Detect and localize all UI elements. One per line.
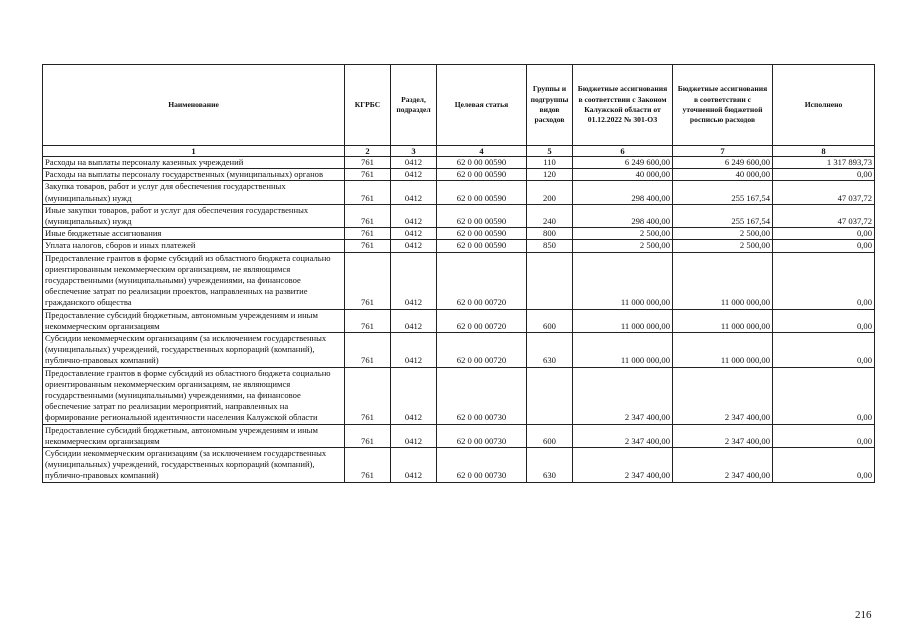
assigned-refined-cell: 2 500,00 <box>673 228 773 240</box>
column-number: 7 <box>673 146 773 157</box>
section-cell: 0412 <box>391 228 437 240</box>
column-number: 2 <box>345 146 391 157</box>
section-cell: 0412 <box>391 309 437 332</box>
assigned-refined-cell: 2 347 400,00 <box>673 424 773 447</box>
assigned-law-cell: 40 000,00 <box>573 169 673 181</box>
executed-cell: 0,00 <box>773 169 875 181</box>
assigned-law-cell: 298 400,00 <box>573 181 673 204</box>
kgrbs-cell: 761 <box>345 204 391 227</box>
assigned-refined-cell: 11 000 000,00 <box>673 252 773 309</box>
table-row <box>43 228 875 240</box>
row-name-cell: Предоставление грантов в форме субсидий из областного бюджета социально ориентированным некоммерческим организациям, не являющимся государственными (муниципальными) учреждениями, на финансовое обеспечение затрат по реализации мероприятий, направленных на формирование региональной идентичности населения Калужской области <box>43 367 345 424</box>
row-name-cell: Уплата налогов, сборов и иных платежей <box>43 240 345 252</box>
executed-cell: 47 037,72 <box>773 181 875 204</box>
target-cell: 62 0 00 00720 <box>437 333 527 368</box>
executed-cell: 47 037,72 <box>773 204 875 227</box>
assigned-refined-cell: 6 249 600,00 <box>673 157 773 169</box>
section-cell: 0412 <box>391 169 437 181</box>
column-number: 1 <box>43 146 345 157</box>
target-cell: 62 0 00 00590 <box>437 157 527 169</box>
header-section: Раздел, подраздел <box>391 65 437 146</box>
assigned-law-cell: 11 000 000,00 <box>573 333 673 368</box>
group-cell <box>527 252 573 309</box>
section-cell: 0412 <box>391 333 437 368</box>
table-row <box>43 424 875 447</box>
table-row <box>43 448 875 483</box>
group-cell: 850 <box>527 240 573 252</box>
table-header <box>43 65 875 157</box>
assigned-law-cell: 2 347 400,00 <box>573 367 673 424</box>
page-number: 216 <box>855 609 872 621</box>
target-cell: 62 0 00 00590 <box>437 240 527 252</box>
budget-table <box>42 64 875 483</box>
kgrbs-cell: 761 <box>345 157 391 169</box>
assigned-law-cell: 2 347 400,00 <box>573 424 673 447</box>
table-row <box>43 181 875 204</box>
header-name: Наименование <box>43 65 345 146</box>
target-cell: 62 0 00 00730 <box>437 448 527 483</box>
section-cell: 0412 <box>391 448 437 483</box>
header-executed: Исполнено <box>773 65 875 146</box>
executed-cell: 0,00 <box>773 252 875 309</box>
group-cell: 200 <box>527 181 573 204</box>
kgrbs-cell: 761 <box>345 309 391 332</box>
executed-cell: 0,00 <box>773 448 875 483</box>
group-cell: 600 <box>527 309 573 332</box>
kgrbs-cell: 761 <box>345 448 391 483</box>
row-name-cell: Расходы на выплаты персоналу казенных учреждений <box>43 157 345 169</box>
assigned-refined-cell: 2 347 400,00 <box>673 367 773 424</box>
executed-cell: 0,00 <box>773 228 875 240</box>
table-row <box>43 333 875 368</box>
column-number: 5 <box>527 146 573 157</box>
assigned-refined-cell: 2 347 400,00 <box>673 448 773 483</box>
assigned-law-cell: 11 000 000,00 <box>573 309 673 332</box>
table-row <box>43 367 875 424</box>
kgrbs-cell: 761 <box>345 424 391 447</box>
table-row <box>43 309 875 332</box>
row-name-cell: Закупка товаров, работ и услуг для обеспечения государственных (муниципальных) нужд <box>43 181 345 204</box>
target-cell: 62 0 00 00720 <box>437 309 527 332</box>
column-number: 4 <box>437 146 527 157</box>
executed-cell: 1 317 893,73 <box>773 157 875 169</box>
target-cell: 62 0 00 00590 <box>437 181 527 204</box>
table-body <box>43 157 875 483</box>
header-assigned-refined: Бюджетные ассигнования в соответствии с уточненной бюджетной росписью расходов <box>673 65 773 146</box>
group-cell: 630 <box>527 333 573 368</box>
table-row <box>43 252 875 309</box>
column-number: 3 <box>391 146 437 157</box>
assigned-law-cell: 2 500,00 <box>573 240 673 252</box>
group-cell: 800 <box>527 228 573 240</box>
executed-cell: 0,00 <box>773 333 875 368</box>
row-name-cell: Предоставление субсидий бюджетным, автономным учреждениям и иным некоммерческим организациям <box>43 309 345 332</box>
assigned-refined-cell: 11 000 000,00 <box>673 309 773 332</box>
header-target: Целевая статья <box>437 65 527 146</box>
kgrbs-cell: 761 <box>345 240 391 252</box>
column-numbers-row <box>43 146 875 157</box>
group-cell: 630 <box>527 448 573 483</box>
assigned-refined-cell: 40 000,00 <box>673 169 773 181</box>
section-cell: 0412 <box>391 240 437 252</box>
column-number: 6 <box>573 146 673 157</box>
kgrbs-cell: 761 <box>345 169 391 181</box>
row-name-cell: Субсидии некоммерческим организациям (за исключением государственных (муниципальных) учреждений, государственных корпораций (компаний), публично-правовых компаний) <box>43 333 345 368</box>
row-name-cell: Предоставление грантов в форме субсидий из областного бюджета социально ориентированным некоммерческим организациям, не являющимся государственными (муниципальными) учреждениями, на финансовое обеспечение затрат по реализации проектов, направленных на развитие гражданского общества <box>43 252 345 309</box>
executed-cell: 0,00 <box>773 367 875 424</box>
section-cell: 0412 <box>391 424 437 447</box>
section-cell: 0412 <box>391 367 437 424</box>
assigned-law-cell: 6 249 600,00 <box>573 157 673 169</box>
assigned-refined-cell: 2 500,00 <box>673 240 773 252</box>
column-number: 8 <box>773 146 875 157</box>
table-row <box>43 169 875 181</box>
row-name-cell: Субсидии некоммерческим организациям (за исключением государственных (муниципальных) учреждений, государственных корпораций (компаний), публично-правовых компаний) <box>43 448 345 483</box>
target-cell: 62 0 00 00730 <box>437 424 527 447</box>
assigned-refined-cell: 255 167,54 <box>673 204 773 227</box>
group-cell: 240 <box>527 204 573 227</box>
kgrbs-cell: 761 <box>345 333 391 368</box>
assigned-law-cell: 11 000 000,00 <box>573 252 673 309</box>
table-row <box>43 204 875 227</box>
assigned-refined-cell: 11 000 000,00 <box>673 333 773 368</box>
row-name-cell: Иные бюджетные ассигнования <box>43 228 345 240</box>
section-cell: 0412 <box>391 157 437 169</box>
group-cell: 110 <box>527 157 573 169</box>
target-cell: 62 0 00 00590 <box>437 228 527 240</box>
table-row <box>43 157 875 169</box>
header-groups: Группы и подгруппы видов расходов <box>527 65 573 146</box>
executed-cell: 0,00 <box>773 309 875 332</box>
assigned-law-cell: 298 400,00 <box>573 204 673 227</box>
assigned-law-cell: 2 347 400,00 <box>573 448 673 483</box>
executed-cell: 0,00 <box>773 424 875 447</box>
section-cell: 0412 <box>391 204 437 227</box>
kgrbs-cell: 761 <box>345 228 391 240</box>
kgrbs-cell: 761 <box>345 252 391 309</box>
row-name-cell: Иные закупки товаров, работ и услуг для обеспечения государственных (муниципальных) нужд <box>43 204 345 227</box>
row-name-cell: Расходы на выплаты персоналу государственных (муниципальных) органов <box>43 169 345 181</box>
table-row <box>43 240 875 252</box>
assigned-refined-cell: 255 167,54 <box>673 181 773 204</box>
group-cell: 120 <box>527 169 573 181</box>
kgrbs-cell: 761 <box>345 367 391 424</box>
header-kgrbs: КГРБС <box>345 65 391 146</box>
target-cell: 62 0 00 00590 <box>437 169 527 181</box>
group-cell <box>527 367 573 424</box>
section-cell: 0412 <box>391 252 437 309</box>
section-cell: 0412 <box>391 181 437 204</box>
target-cell: 62 0 00 00720 <box>437 252 527 309</box>
kgrbs-cell: 761 <box>345 181 391 204</box>
assigned-law-cell: 2 500,00 <box>573 228 673 240</box>
group-cell: 600 <box>527 424 573 447</box>
target-cell: 62 0 00 00590 <box>437 204 527 227</box>
row-name-cell: Предоставление субсидий бюджетным, автономным учреждениям и иным некоммерческим организациям <box>43 424 345 447</box>
executed-cell: 0,00 <box>773 240 875 252</box>
header-assigned-law: Бюджетные ассигнования в соответствии с Законом Калужской области от 01.12.2022 № 301-ОЗ <box>573 65 673 146</box>
target-cell: 62 0 00 00730 <box>437 367 527 424</box>
